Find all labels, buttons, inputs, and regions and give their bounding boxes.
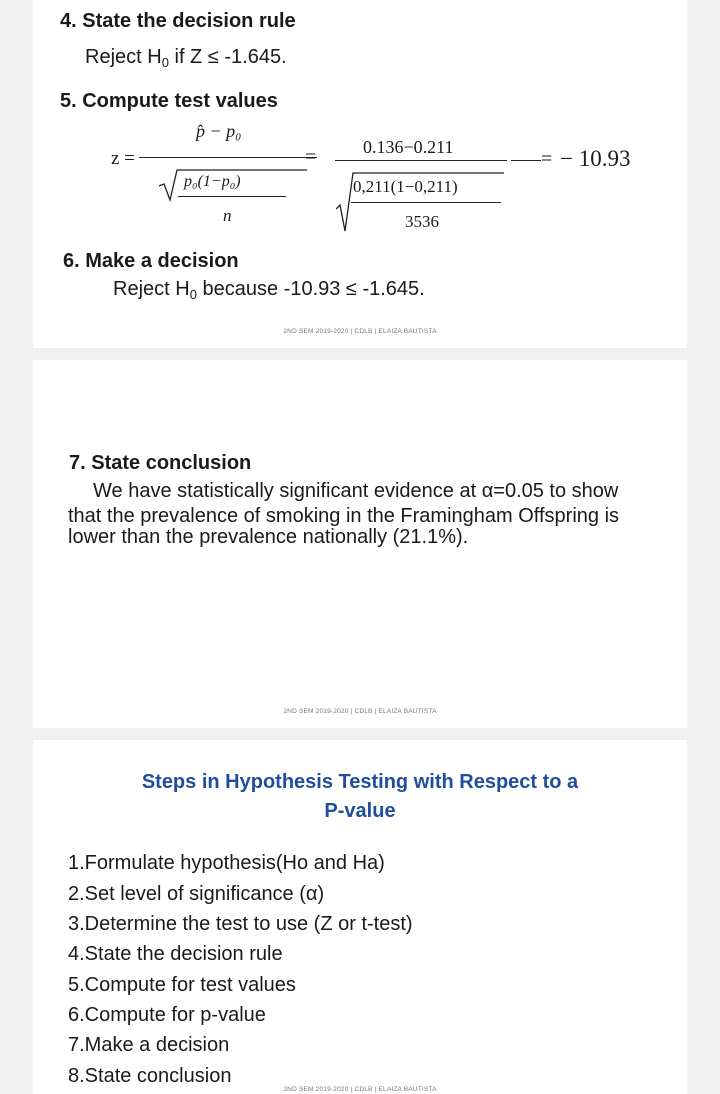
slide-title-line-1: Steps in Hypothesis Testing with Respect to a [141,771,579,793]
conclusion-line-1: We have statistically significant evidence at α=0.05 to show [93,480,619,502]
list-item: 5.Compute for test values [68,974,296,996]
list-item: 3.Determine the test to use (Z or t-test) [68,913,413,935]
list-item: 7.Make a decision [68,1034,230,1056]
slide-footer: 2ND SEM 2019-2020 | CDLB | ELAIZA BAUTISTA [283,328,437,335]
step4-rule-sub: 0 [161,55,169,70]
equals-sign-2: = [541,148,553,170]
symbolic-numerator: p̂ − p₀ [196,121,242,141]
list-item: 8.State conclusion [68,1065,232,1087]
numeric-fraction-bar [335,160,507,161]
slide-footer: 2ND SEM 2019-2020 | CDLB | ELAIZA BAUTISTA [283,708,437,715]
slide-title-line-2: P-value [324,800,396,822]
list-item: 4.State the decision rule [68,943,283,965]
slide-footer: 2ND SEM 2019-2020 | CDLB | ELAIZA BAUTISTA [283,1086,437,1093]
step4-rule-post: if Z ≤ -1.645. [168,46,287,68]
step6-text-pre: Reject H [113,278,190,300]
step7-heading: 7. State conclusion [69,452,252,474]
list-item: 2.Set level of significance (α) [68,883,325,905]
step6-text-post: because -10.93 ≤ -1.645. [196,278,425,300]
step6-text [113,278,425,302]
slide-decision-rule [33,0,687,348]
step4-rule [85,46,287,70]
slide-pvalue-steps [33,740,687,1094]
list-item: 1.Formulate hypothesis(Ho and Ha) [68,852,385,874]
numeric-den-n: 3536 [405,212,439,231]
result-connector-line [511,160,541,161]
equals-sign-1: = [305,146,317,168]
symbolic-den-n: n [223,206,232,225]
slide-conclusion [33,360,687,728]
step6-text-sub: 0 [189,287,197,302]
step6-heading: 6. Make a decision [63,250,239,272]
z-label: z = [111,148,135,169]
step4-rule-pre: Reject H [85,46,162,68]
symbolic-den-inner: p₀(1−p₀) [184,173,241,190]
symbolic-inner-bar [178,196,286,197]
conclusion-line-3: lower than the prevalence nationally (21.1%). [68,526,469,548]
list-item: 6.Compute for p-value [68,1004,266,1026]
step4-heading: 4. State the decision rule [60,10,296,32]
numeric-inner-bar [351,202,501,203]
conclusion-line-2: that the prevalence of smoking in the Framingham Offspring is [68,505,620,527]
numeric-numerator: 0.136−0.211 [363,137,454,157]
z-result: − 10.93 [560,146,631,171]
numeric-den-inner: 0,211(1−0,211) [353,177,458,196]
symbolic-fraction-bar [139,157,317,158]
step5-heading: 5. Compute test values [60,90,278,112]
